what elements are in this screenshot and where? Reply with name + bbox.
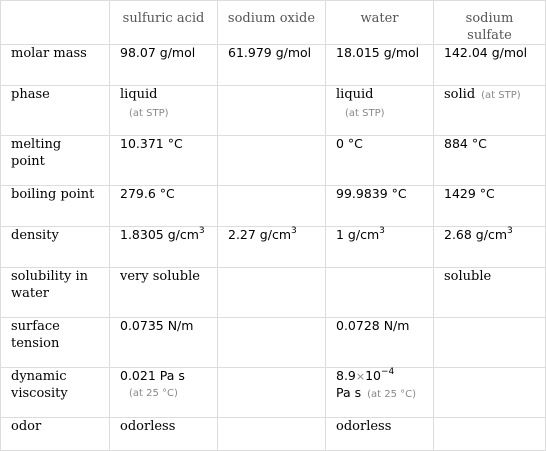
- table-row: [1, 186, 546, 227]
- cell-surface-tension-sodium-sulfate: [434, 318, 546, 368]
- cell-boiling-point-water: 99.9839 °C: [326, 186, 434, 227]
- row-label-density: density: [1, 227, 110, 268]
- phase-value: liquid: [336, 87, 374, 102]
- row-label-odor: odor: [1, 418, 110, 451]
- cell-surface-tension-sodium-oxide: [218, 318, 326, 368]
- corner-cell: [1, 1, 110, 45]
- density-exponent: 3: [198, 225, 205, 236]
- row-label-dynamic-viscosity: [1, 368, 110, 418]
- col-header-sodium-sulfate: [434, 1, 546, 45]
- cell-surface-tension-sulfuric-acid: 0.0735 N/m: [110, 318, 218, 368]
- row-label-surface-tension: [1, 318, 110, 368]
- row-label-line: surface: [11, 319, 60, 334]
- row-label-molar-mass: molar mass: [1, 45, 110, 86]
- cell-molar-mass-water: 18.015 g/mol: [326, 45, 434, 86]
- col-header-water: water: [326, 1, 434, 45]
- cell-viscosity-sodium-oxide: [218, 368, 326, 418]
- cell-molar-mass-sodium-sulfate: 142.04 g/mol: [434, 45, 546, 86]
- cell-phase-sodium-oxide: [218, 86, 326, 136]
- viscosity-exponent: −4: [381, 366, 395, 377]
- viscosity-note: (at 25 °C): [129, 388, 178, 399]
- table-row: [1, 136, 546, 186]
- table-row: [1, 227, 546, 268]
- row-label-line: dynamic: [11, 369, 67, 384]
- phase-note: (at STP): [345, 108, 385, 119]
- table-row: [1, 418, 546, 451]
- col-header-sulfuric-acid: sulfuric acid: [110, 1, 218, 45]
- row-label-line: viscosity: [11, 386, 68, 401]
- row-label-melting-point: [1, 136, 110, 186]
- header-row: [1, 1, 546, 45]
- cell-solubility-sulfuric-acid: very soluble: [110, 268, 218, 318]
- cell-molar-mass-sulfuric-acid: 98.07 g/mol: [110, 45, 218, 86]
- cell-solubility-sodium-sulfate: soluble: [434, 268, 546, 318]
- cell-surface-tension-water: 0.0728 N/m: [326, 318, 434, 368]
- cell-solubility-sodium-oxide: [218, 268, 326, 318]
- cell-density-sulfuric-acid: [110, 227, 218, 268]
- phase-value: solid: [444, 87, 476, 102]
- viscosity-note: (at 25 °C): [367, 389, 417, 400]
- row-label-line: melting: [11, 137, 62, 152]
- table-row: [1, 368, 546, 418]
- cell-melting-point-water: 0 °C: [326, 136, 434, 186]
- density-value: 2.27 g/cm: [228, 227, 292, 242]
- table-row: [1, 318, 546, 368]
- density-exponent: 3: [507, 225, 513, 236]
- viscosity-mantissa: 8.9: [336, 368, 356, 383]
- cell-melting-point-sodium-oxide: [218, 136, 326, 186]
- row-label-phase: phase: [1, 86, 110, 136]
- cell-phase-sodium-sulfate: [434, 86, 546, 136]
- density-exponent: 3: [291, 225, 297, 236]
- table-row: [1, 268, 546, 318]
- row-label-line: solubility in: [11, 269, 89, 284]
- cell-melting-point-sulfuric-acid: 10.371 °C: [110, 136, 218, 186]
- density-exponent: 3: [379, 225, 385, 236]
- row-label-boiling-point: boiling point: [1, 186, 110, 227]
- phase-note: (at STP): [481, 90, 521, 101]
- cell-phase-water: [326, 86, 434, 136]
- table-row: [1, 86, 546, 136]
- density-value: 1 g/cm: [336, 227, 380, 242]
- cell-viscosity-water: [326, 368, 434, 418]
- cell-boiling-point-sodium-sulfate: 1429 °C: [434, 186, 546, 227]
- cell-odor-sulfuric-acid: odorless: [110, 418, 218, 451]
- col-header-sodium-oxide: sodium oxide: [218, 1, 326, 45]
- row-label-line: point: [11, 154, 45, 169]
- cell-viscosity-sodium-sulfate: [434, 368, 546, 418]
- cell-density-sodium-sulfate: [434, 227, 546, 268]
- cell-boiling-point-sodium-oxide: [218, 186, 326, 227]
- viscosity-unit: Pa s: [336, 385, 362, 400]
- cell-density-water: [326, 227, 434, 268]
- row-label-solubility: [1, 268, 110, 318]
- cell-phase-sulfuric-acid: [110, 86, 218, 136]
- density-value: 1.8305 g/cm: [120, 227, 199, 242]
- cell-density-sodium-oxide: [218, 227, 326, 268]
- cell-odor-sodium-oxide: [218, 418, 326, 451]
- cell-odor-sodium-sulfate: [434, 418, 546, 451]
- cell-odor-water: odorless: [326, 418, 434, 451]
- row-label-line: water: [11, 286, 50, 301]
- cell-solubility-water: [326, 268, 434, 318]
- viscosity-value: 0.021 Pa s: [120, 368, 185, 383]
- col-header-sodium-sulfate-text: sodium sulfate: [465, 11, 514, 43]
- density-value: 2.68 g/cm: [444, 227, 508, 242]
- table-row: [1, 45, 546, 86]
- phase-note: (at STP): [129, 108, 169, 119]
- cell-molar-mass-sodium-oxide: 61.979 g/mol: [218, 45, 326, 86]
- cell-boiling-point-sulfuric-acid: 279.6 °C: [110, 186, 218, 227]
- row-label-line: tension: [11, 336, 60, 351]
- viscosity-base: 10: [365, 368, 382, 383]
- cell-melting-point-sodium-sulfate: 884 °C: [434, 136, 546, 186]
- cell-viscosity-sulfuric-acid: [110, 368, 218, 418]
- times-sign: ×: [355, 370, 366, 383]
- phase-value: liquid: [120, 87, 158, 102]
